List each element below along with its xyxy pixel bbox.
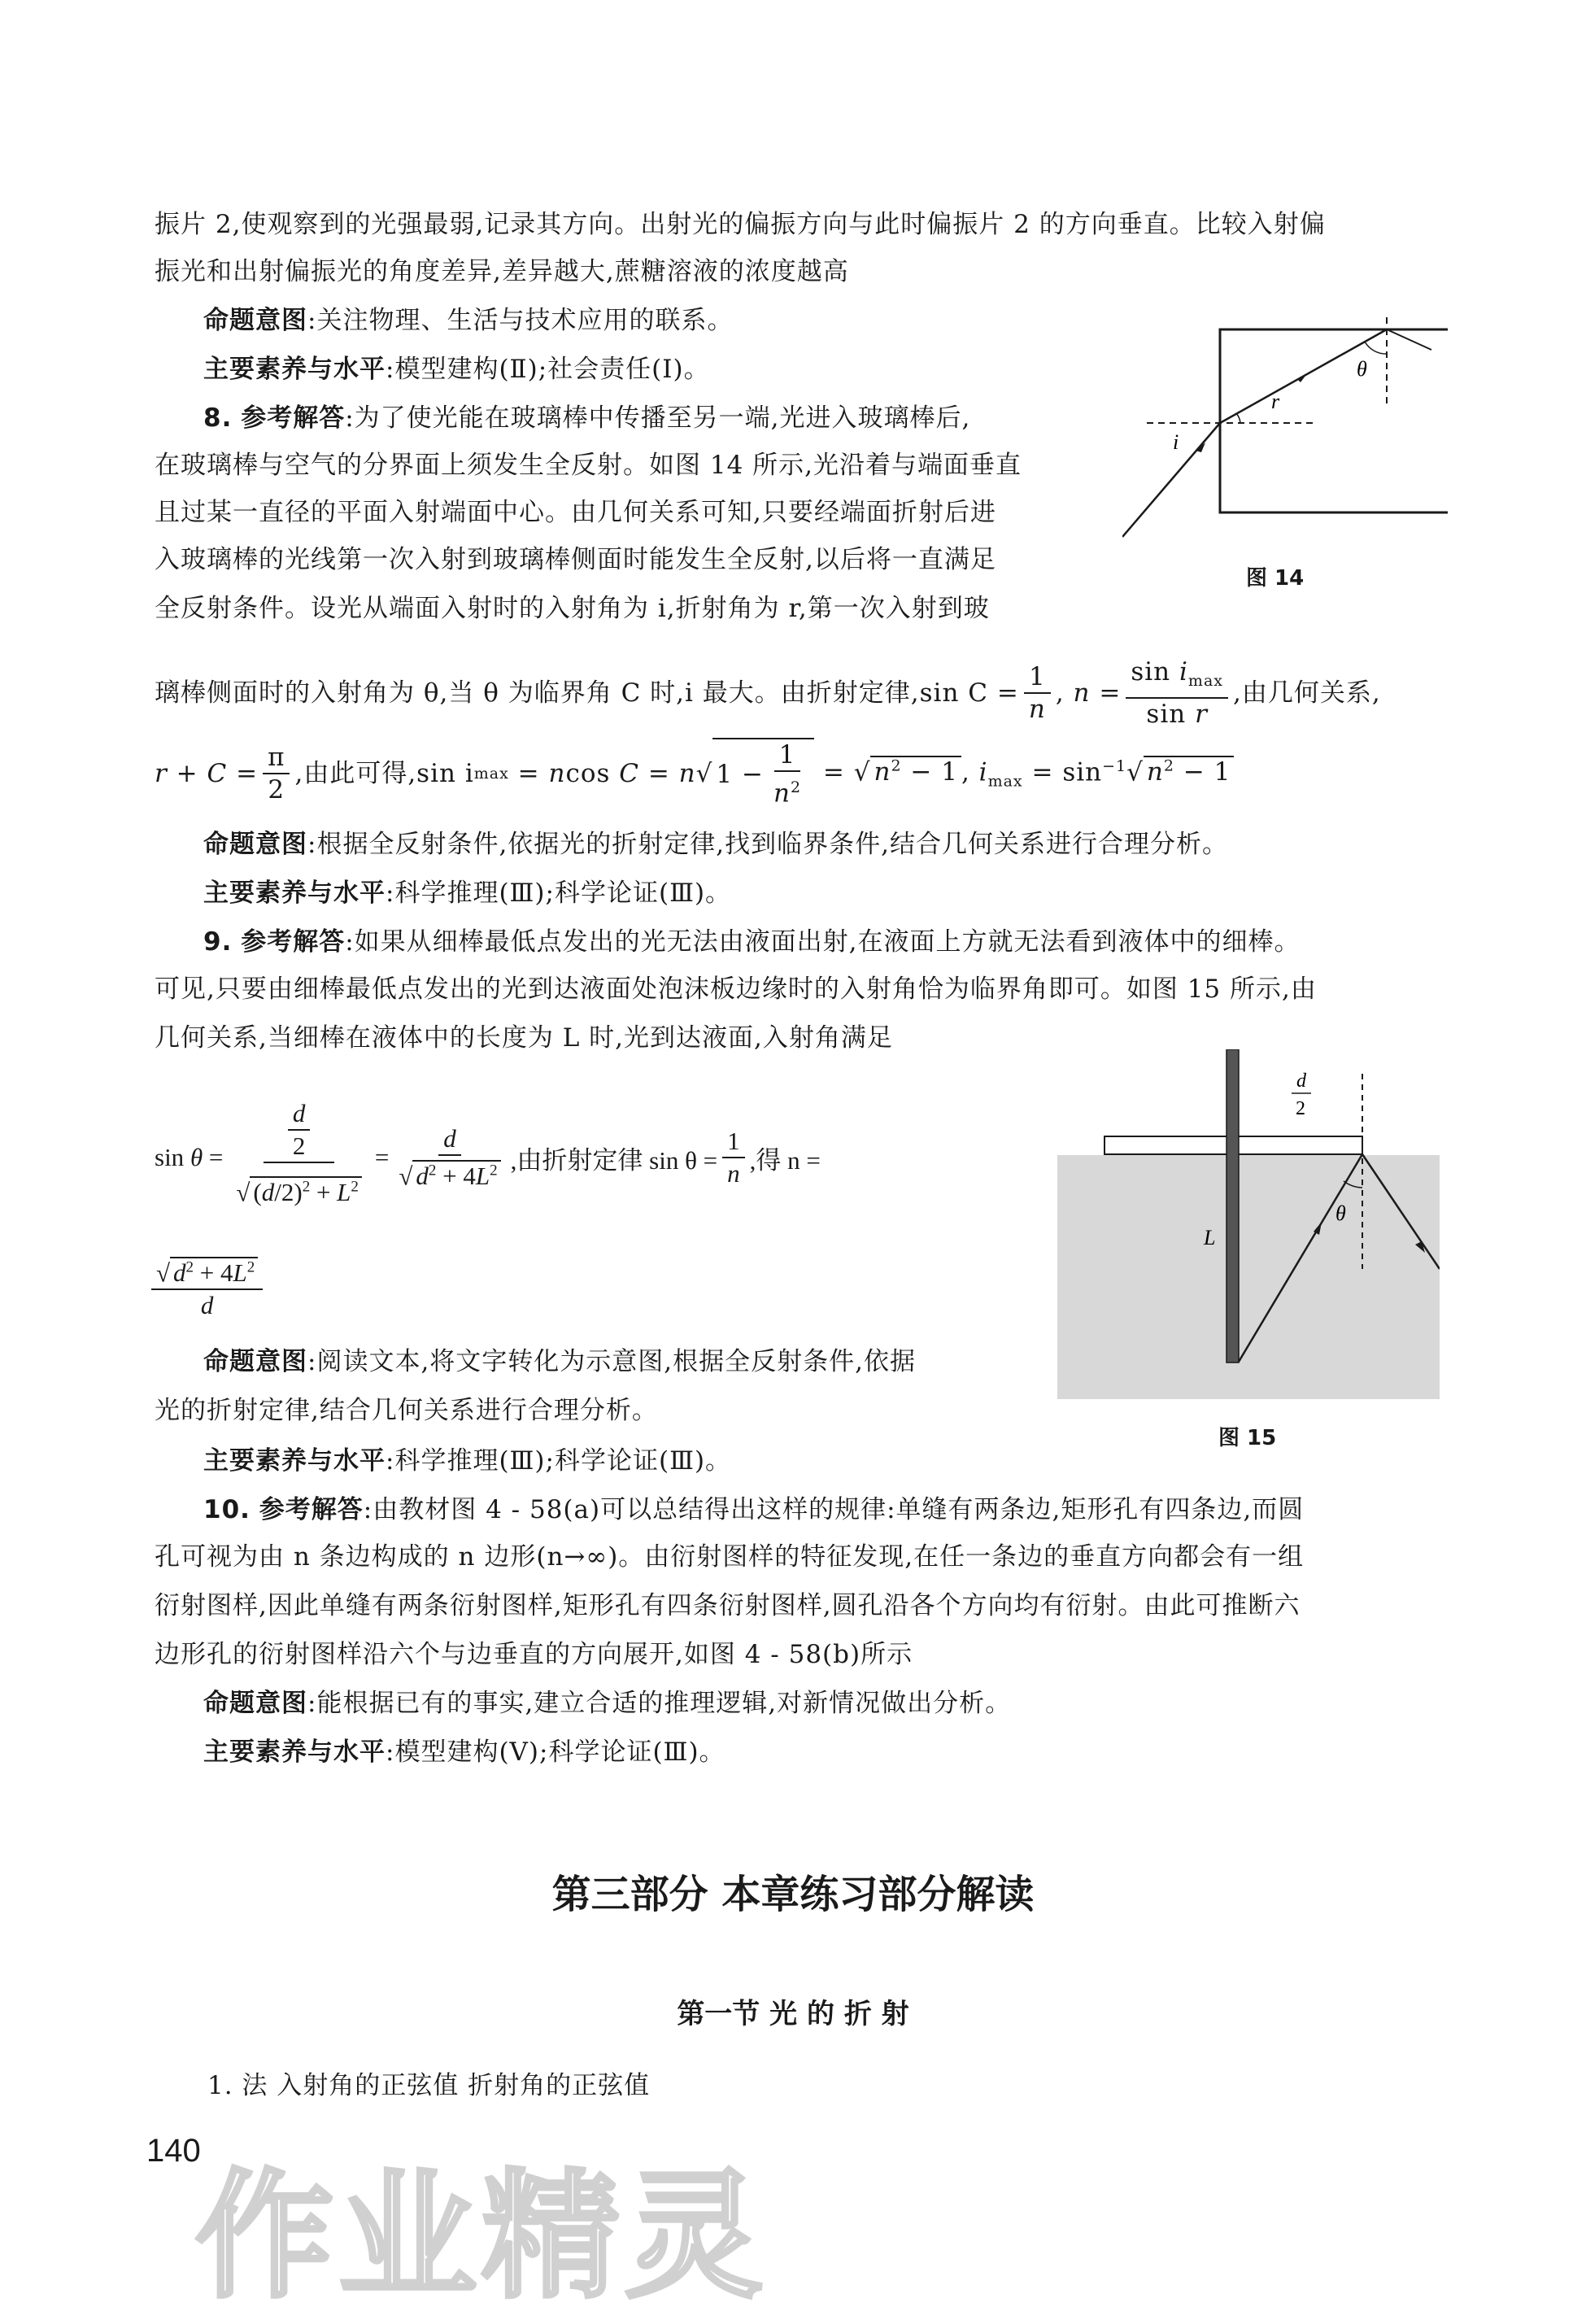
- q9-intent-line-2: 光的折射定律,结合几何关系进行合理分析。: [155, 1396, 658, 1425]
- thin-rod: [1227, 1049, 1239, 1363]
- q7-level: 主要素养与水平:模型建构(Ⅱ);社会责任(Ⅰ)。: [203, 355, 710, 384]
- q8-level: 主要素养与水平:科学推理(Ⅲ);科学论证(Ⅲ)。: [203, 879, 732, 908]
- q9-text-line: 几何关系,当细棒在液体中的长度为 L 时,光到达液面,入射角满足: [155, 1023, 893, 1053]
- q9-level: 主要素养与水平:科学推理(Ⅲ);科学论证(Ⅲ)。: [203, 1446, 732, 1476]
- q8-text-line: 全反射条件。设光从端面入射时的入射角为 i,折射角为 r,第一次入射到玻: [155, 594, 990, 623]
- q7-text-line: 振片 2,使观察到的光强最弱,记录其方向。出射光的偏振方向与此时偏振片 2 的方向垂直。比较入射偏: [155, 210, 1326, 239]
- glass-rod-outline: [1220, 329, 1448, 512]
- incident-ray: [1122, 423, 1220, 537]
- q8-formula-line: 璃棒侧面时的入射角为 θ,当 θ 为临界角 C 时,i 最大。由折射定律,sin C = $\frac{1}{n}$ , n = $\frac{\sin i_{max}}{\text{sin r}}$ ,由几何关系,: [155, 657, 1381, 729]
- part-title: 第三部分 本章练习部分解读: [551, 1872, 1035, 1917]
- figure-15: [1057, 1049, 1440, 1407]
- q9-formula: sin θ = $\frac{\frac{d}{2}}{√ (d/2)^2 + L^2}$ = $\frac{d}{√ d^2 + 4L^2}$ ,由折射定律 sin θ = $\frac{1}{n}$ ,得 n =: [155, 1098, 821, 1207]
- q8-text-line: 在玻璃棒与空气的分界面上须发生全反射。如图 14 所示,光沿着与端面垂直: [155, 451, 1022, 480]
- figure-14-caption: 图 14: [1246, 566, 1305, 591]
- q10-answer-line: 10. 参考解答:由教材图 4 - 58(a)可以总结得出这样的规律:单缝有两条边,矩形孔有四条边,而圆: [203, 1495, 1305, 1524]
- section-title: 第一节 光 的 折 射: [677, 1998, 909, 2030]
- q9-answer-line: 9. 参考解答:如果从细棒最低点发出的光无法由液面出射,在液面上方就无法看到液体中的细棒。: [203, 927, 1301, 957]
- q10-text-line: 孔可视为由 n 条边构成的 n 边形(n→∞)。由衍射图样的特征发现,在任一条边的垂直方向都会有一组: [155, 1542, 1305, 1572]
- q9-result: $\frac{√ d^2 + 4L^2}{d}$: [146, 1253, 268, 1321]
- label-L: L: [1204, 1226, 1216, 1249]
- q8-intent: 命题意图:根据全反射条件,依据光的折射定律,找到临界条件,结合几何关系进行合理分析。: [203, 830, 1229, 859]
- q10-text-line: 衍射图样,因此单缝有两条衍射图样,矩形孔有四条衍射图样,圆孔沿各个方向均有衍射。由此可推断六: [155, 1591, 1301, 1620]
- liquid-region: [1057, 1155, 1440, 1399]
- reflected-ray: [1387, 329, 1431, 350]
- label-d: d: [1296, 1070, 1306, 1092]
- page-number: 140: [146, 2133, 201, 2169]
- q8-answer-line: 8. 参考解答:为了使光能在玻璃棒中传播至另一端,光进入玻璃棒后,: [203, 403, 971, 433]
- exercise-item-1: 1. 法 入射角的正弦值 折射角的正弦值: [207, 2071, 651, 2100]
- fraction-sin-imax-over-sin-r: $\frac{\sin i_{max}}{\text{sin r}}$: [1126, 656, 1228, 729]
- q10-intent: 命题意图:能根据已有的事实,建立合适的推理逻辑,对新情况做出分析。: [203, 1689, 1012, 1718]
- label-theta: θ: [1357, 357, 1367, 381]
- q7-text-line: 振光和出射偏振光的角度差异,差异越大,蔗糖溶液的浓度越高: [155, 257, 849, 286]
- figure-14: [1122, 317, 1448, 553]
- label-theta: θ: [1335, 1201, 1346, 1225]
- q7-intent: 命题意图:关注物理、生活与技术应用的联系。: [203, 306, 734, 335]
- q9-intent: 命题意图:阅读文本,将文字转化为示意图,根据全反射条件,依据: [203, 1347, 917, 1376]
- figure-15-caption: 图 15: [1218, 1426, 1277, 1450]
- q10-text-line: 边形孔的衍射图样沿六个与边垂直的方向展开,如图 4 - 58(b)所示: [155, 1640, 913, 1669]
- q8-text-line: 入玻璃棒的光线第一次入射到玻璃棒侧面时能发生全反射,以后将一直满足: [155, 545, 996, 574]
- q10-level: 主要素养与水平:模型建构(Ⅴ);科学论证(Ⅲ)。: [203, 1738, 725, 1767]
- label-2: 2: [1296, 1098, 1305, 1119]
- label-r: r: [1271, 390, 1280, 413]
- q8-text-line: 且过某一直径的平面入射端面中心。由几何关系可知,只要经端面折射后进: [155, 498, 996, 527]
- watermark-logo: 作业精灵: [195, 2156, 769, 2317]
- q8-formula-line-2: r + C = $\frac{\pi}{2}$ ,由此可得,sin i max = ncos C = n√ 1 − $\frac{1}{n^2}$ = √ $n^2 - 1$ , $i_{max} = \sin^{-1}√$ $n^2 - 1$: [155, 737, 1234, 810]
- label-i: i: [1173, 430, 1179, 454]
- q9-text-line: 可见,只要由细棒最低点发出的光到达液面处泡沫板边缘时的入射角恰为临界角即可。如图 15 所示,由: [155, 975, 1317, 1004]
- fraction-1-over-n: $\frac{1}{n}$: [1024, 661, 1051, 725]
